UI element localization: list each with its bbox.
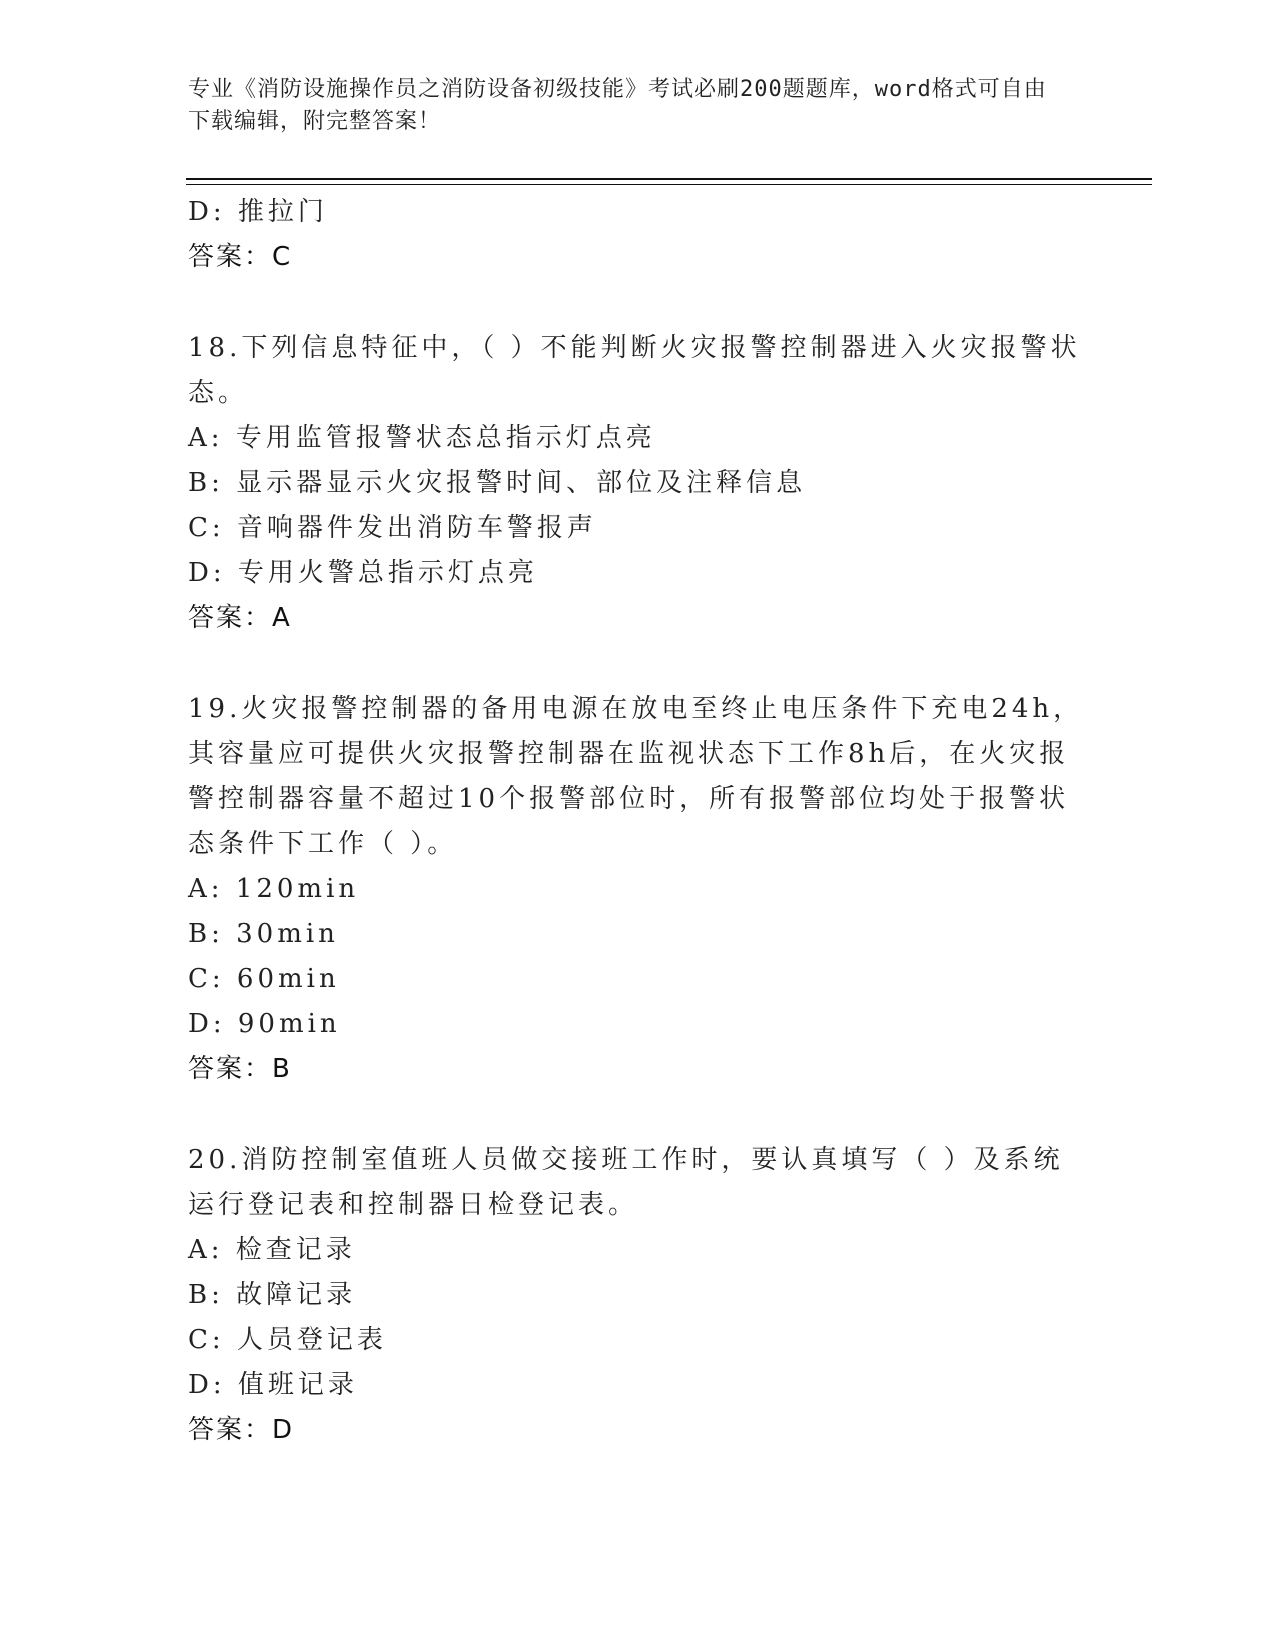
document-body [188,190,1088,1453]
answer-line: 答案：C [188,242,293,272]
answer-line: 答案：B [188,1054,292,1084]
question-stem: 20.消防控制室值班人员做交接班工作时，要认真填写（ ）及系统运行登记表和控制器日检登记表。 [188,1145,1064,1220]
question-20 [188,1138,1088,1453]
option-c: C: 音响器件发出消防车警报声 [188,513,597,543]
header-title: 专业《消防设施操作员之消防设备初级技能》考试必刷200题题库，word格式可自由下载编辑，附完整答案！ [188,77,1047,134]
option-d: D: 值班记录 [188,1370,358,1400]
option-c: C: 60min [188,964,340,994]
previous-question-tail [188,190,1088,280]
option-a: A: 专用监管报警状态总指示灯点亮 [188,423,656,453]
option-b: B: 故障记录 [188,1280,357,1310]
page-header [188,74,1068,138]
option-a: A: 120min [188,874,360,904]
answer-line: 答案：D [188,1415,295,1445]
option-b: B: 30min [188,919,339,949]
header-divider-thick [186,178,1152,180]
question-stem: 18.下列信息特征中，（ ）不能判断火灾报警控制器进入火灾报警状态。 [188,333,1081,408]
option-d: D: 推拉门 [188,197,328,227]
option-a: A: 检查记录 [188,1235,356,1265]
option-c: C: 人员登记表 [188,1325,387,1355]
option-d: D: 专用火警总指示灯点亮 [188,558,538,588]
question-stem: 19.火灾报警控制器的备用电源在放电至终止电压条件下充电24h，其容量应可提供火灾报警控制器在监视状态下工作8h后，在火灾报警控制器容量不超过10个报警部位时，所有报警部位均处于报警状态条件下工作（ ）。 [188,694,1084,859]
option-b: B: 显示器显示火灾报警时间、部位及注释信息 [188,468,807,498]
answer-line: 答案：A [188,603,292,633]
option-d: D: 90min [188,1009,341,1039]
question-19 [188,687,1088,1092]
question-18 [188,326,1088,641]
header-divider-thin [186,184,1152,185]
